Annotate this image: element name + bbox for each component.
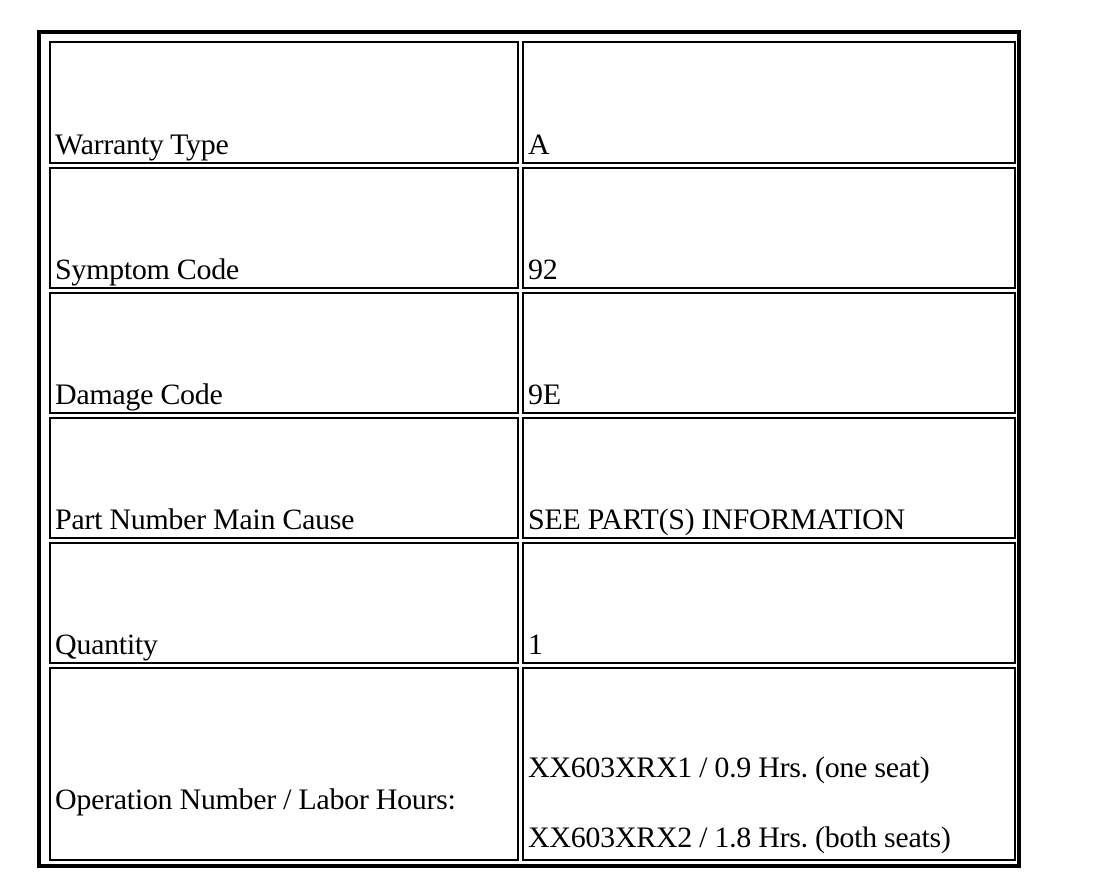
damage-code-label-cell [49, 292, 519, 414]
warranty-type-value: A [528, 128, 550, 161]
part-number-label-cell [49, 417, 519, 539]
quantity-value: 1 [528, 628, 543, 661]
quantity-label-cell [49, 542, 519, 664]
part-number-value-cell [522, 417, 1016, 539]
warranty-info-table [37, 30, 1021, 868]
warranty-type-value-cell [522, 41, 1016, 164]
damage-code-label: Damage Code [55, 378, 223, 411]
quantity-label: Quantity [55, 628, 158, 661]
operation-both-seats-value: XX603XRX2 / 1.8 Hrs. (both seats) [528, 821, 951, 854]
damage-code-value-cell [522, 292, 1016, 414]
operation-labor-label-cell [49, 667, 519, 861]
symptom-code-label-cell [49, 167, 519, 289]
part-number-label: Part Number Main Cause [55, 503, 355, 536]
warranty-type-label-cell [49, 41, 519, 164]
part-number-value: SEE PART(S) INFORMATION [528, 503, 905, 536]
operation-labor-value-cell [522, 667, 1016, 861]
warranty-type-label: Warranty Type [55, 128, 229, 161]
symptom-code-label: Symptom Code [55, 253, 239, 286]
operation-one-seat-value: XX603XRX1 / 0.9 Hrs. (one seat) [528, 751, 930, 784]
operation-labor-label: Operation Number / Labor Hours: [55, 783, 456, 816]
quantity-value-cell [522, 542, 1016, 664]
symptom-code-value-cell [522, 167, 1016, 289]
damage-code-value: 9E [528, 378, 561, 411]
symptom-code-value: 92 [528, 253, 558, 286]
